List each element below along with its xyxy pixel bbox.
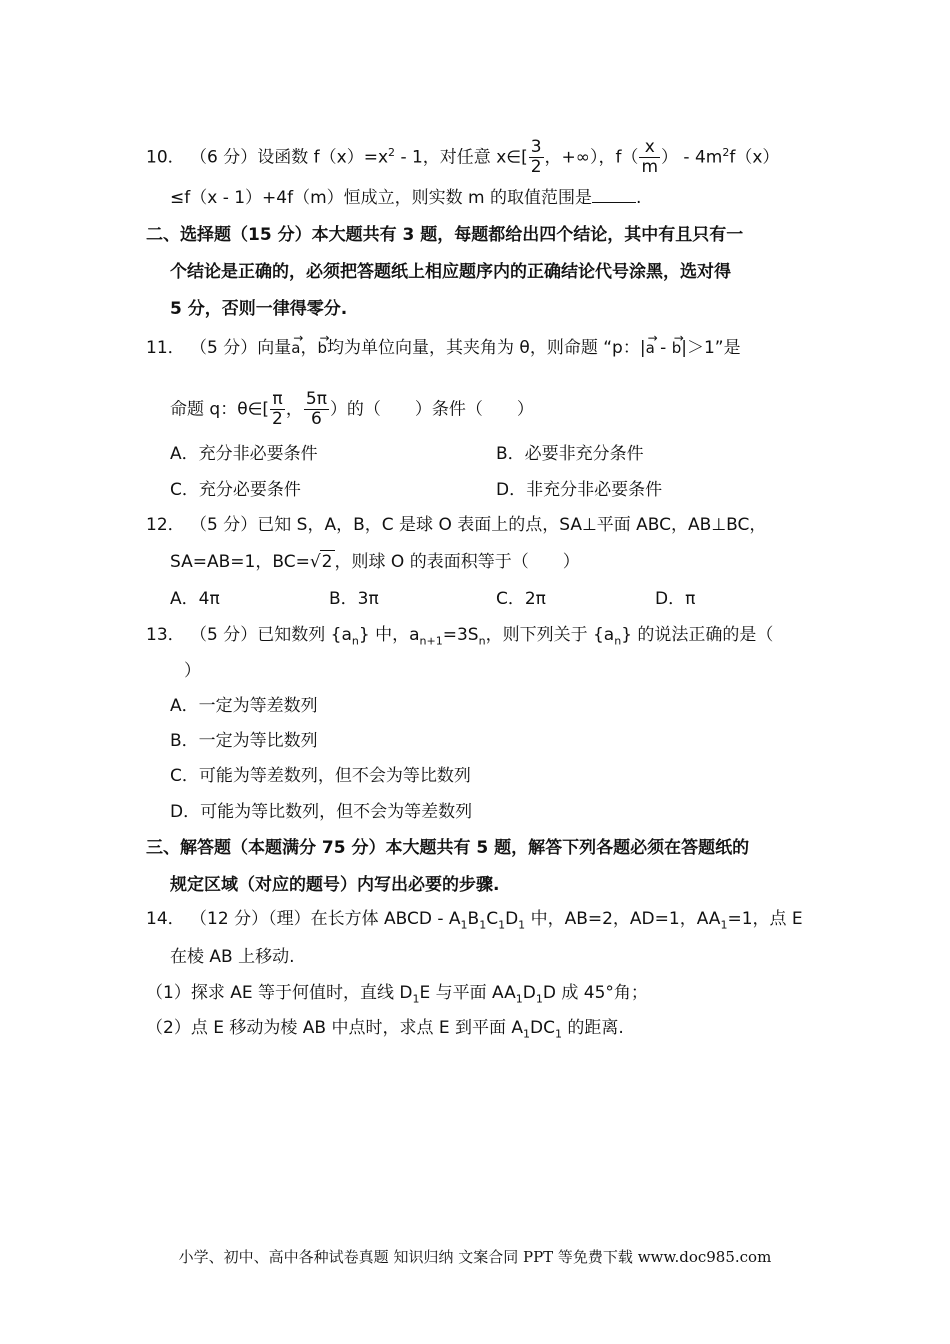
q10-number: 10． — [146, 147, 185, 168]
q13-option-c: C．可能为等差数列，但不会为等比数列 — [170, 766, 471, 786]
q10-fraction-x-m: $\frac{x}{m}$ — [641, 137, 658, 177]
q12-line2: SA=AB=1，BC=√2 ，则球 O 的表面积等于（ ） — [170, 552, 580, 572]
q14-part1: （1）探求 AE 等于何值时，直线 $D_1E$ 与平面 $AA_1D_1D$ 成 45°角； — [146, 983, 648, 1006]
q11-fraction-5pi-6: $\frac{5\pi}{6}$ — [305, 389, 327, 429]
q12-option-d: D．π — [655, 589, 696, 609]
q10-fraction-3-2: $\frac{3}{2}$ — [530, 137, 542, 177]
q11-fraction-pi-2: $\frac{\pi}{2}$ — [272, 389, 283, 429]
q11-option-d: D．非充分非必要条件 — [496, 480, 663, 500]
q13-line1: 13． （5 分）已知数列 $\{a_n\}$ 中，$a_{n+1}=3S_n$，则下列关于 $\{a_n\}$ 的说法正确的是（ — [146, 625, 774, 648]
q12-option-b: B．3π — [329, 589, 379, 609]
sqrt-sign: √ — [309, 552, 321, 572]
q11-option-b: B．必要非充分条件 — [496, 444, 644, 464]
answer-blank — [592, 188, 636, 203]
q14-number: 14． — [146, 909, 185, 929]
q12-option-c: C．2π — [496, 589, 546, 609]
q11-option-c: C．充分必要条件 — [170, 480, 301, 500]
q12-option-a: A．4π — [170, 589, 220, 609]
q12-line1: 12． （5 分）已知 S，A，B，C 是球 O 表面上的点，SA⊥平面 ABC，AB⊥BC， — [146, 515, 767, 535]
section2-heading-line3: 5 分，否则一律得零分. — [170, 299, 348, 319]
q14-line2: 在棱 AB 上移动. — [170, 947, 295, 967]
q11-line1: 11． （5 分）向量→ a，→ b均为单位向量，其夹角为 θ，则命题 “p：|→ a - → b|＞1”是 — [146, 334, 741, 359]
vector-b: → b — [317, 334, 327, 356]
q13-option-a: A．一定为等差数列 — [170, 696, 318, 716]
section3-heading-line2: 规定区域（对应的题号）内写出必要的步骤. — [170, 875, 500, 895]
q10-score: （6 分） — [190, 147, 258, 168]
page-footer: 小学、初中、高中各种试卷真题 知识归纳 文案合同 PPT 等免费下载 www.doc985.com — [178, 1248, 772, 1266]
section2-heading-line1: 二、选择题（15 分）本大题共有 3 题，每题都给出四个结论，其中有且只有一 — [146, 225, 744, 245]
q10-line1: 10． （6 分）设函数 $f(x)=x^2 - 1$，对任意 x∈[ $\frac{3}{2}$ ，+∞），f（ $\frac{x}{m}$ ） - $4m^2f(x)$ — [146, 137, 780, 177]
q11-number: 11． — [146, 338, 185, 358]
q10-line2: ≤f（x - 1）+4f（m）恒成立，则实数 m 的取值范围是 . — [170, 188, 642, 208]
vector-a: → a — [646, 334, 655, 356]
section2-heading-line2: 个结论是正确的，必须把答题纸上相应题序内的正确结论代号涂黑，选对得 — [170, 262, 731, 282]
vector-b: → b — [672, 334, 682, 356]
q13-option-b: B．一定为等比数列 — [170, 731, 318, 751]
vector-a: → a — [291, 334, 300, 356]
q13-number: 13． — [146, 625, 185, 645]
q13-option-d: D．可能为等比数列，但不会为等差数列 — [170, 802, 473, 822]
q11-line2: 命题 q：θ∈[ $\frac{\pi}{2}$ ， $\frac{5\pi}{6}$ ）的（ ）条件（ ） — [170, 389, 534, 429]
q14-part2: （2）点 E 移动为棱 AB 中点时，求点 E 到平面 $A_1DC_1$ 的距离. — [146, 1018, 624, 1041]
q14-line1: 14． （12 分）（理）在长方体 ABCD - $A_1B_1C_1D_1$ 中，AB=2，AD=1，$AA_1=1$，点 E — [146, 909, 803, 932]
q12-number: 12． — [146, 515, 185, 535]
q13-line2: ） — [184, 661, 201, 681]
section3-heading-line1: 三、解答题（本题满分 75 分）本大题共有 5 题，解答下列各题必须在答题纸的 — [146, 838, 750, 858]
q11-option-a: A．充分非必要条件 — [170, 444, 318, 464]
